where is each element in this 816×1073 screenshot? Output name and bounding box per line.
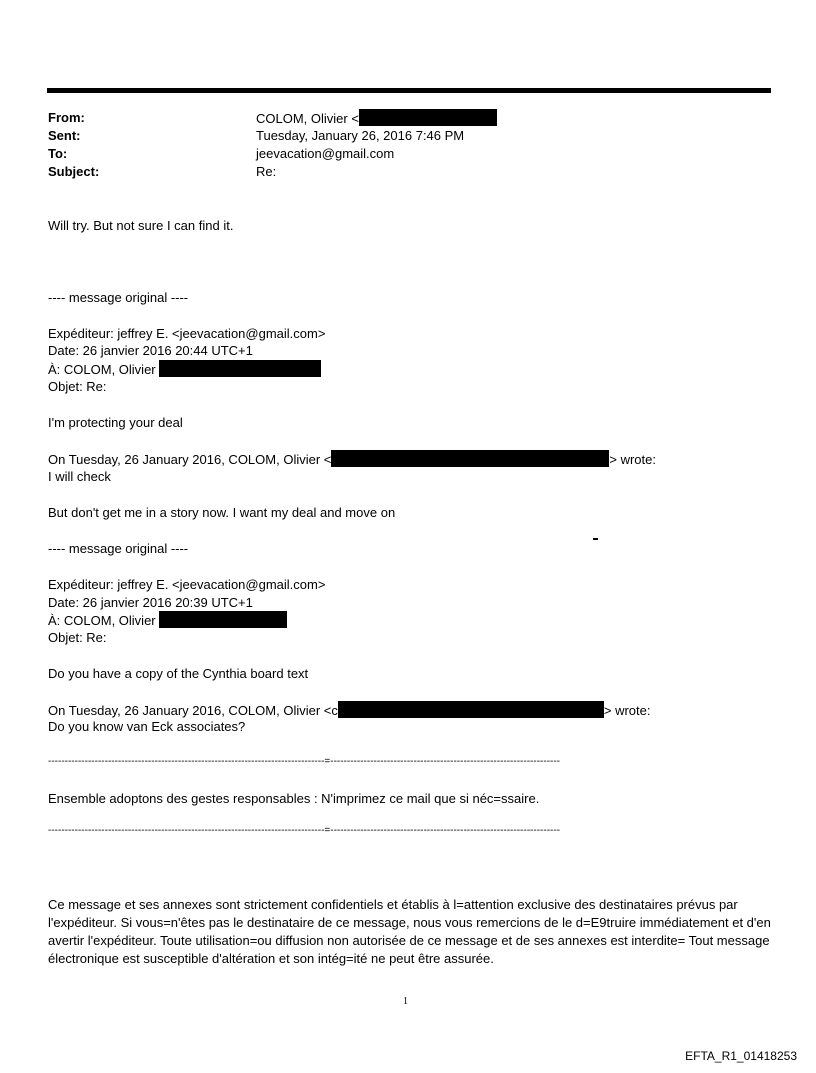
redaction-bar xyxy=(159,360,321,377)
orig2-to xyxy=(48,611,287,629)
redaction-bar xyxy=(159,611,287,628)
quote2-intro xyxy=(48,701,650,719)
redaction-bar xyxy=(338,701,604,718)
orig2-subject: Objet: Re: xyxy=(48,630,107,645)
bates-number: EFTA_R1_01418253 xyxy=(685,1049,797,1063)
separator-line: -----------------------------------------------------------------------------------=--------------------------------------------------------------------- xyxy=(48,756,561,767)
quote1-line2: But don't get me in a story now. I want my deal and move on xyxy=(48,505,396,520)
original-message-marker: ---- message original ---- xyxy=(48,290,189,305)
orig1-date: Date: 26 janvier 2016 20:44 UTC+1 xyxy=(48,343,253,358)
orig2-text: Do you have a copy of the Cynthia board text xyxy=(48,666,309,681)
original-message-marker-2: ---- message original ---- xyxy=(48,541,189,556)
orig1-from: Expéditeur: jeffrey E. <jeevacation@gmail.com> xyxy=(48,326,326,341)
to-label: To: xyxy=(48,146,68,161)
from-value xyxy=(256,109,497,128)
redaction-bar xyxy=(331,450,609,467)
quote1-intro-b: > wrote: xyxy=(609,452,656,467)
orig2-from: Expéditeur: jeffrey E. <jeevacation@gmail.com> xyxy=(48,577,326,592)
quote1-intro xyxy=(48,450,656,468)
orig2-to-text: À: COLOM, Olivier xyxy=(48,613,156,628)
quote1-line1: I will check xyxy=(48,469,111,484)
quote2-line1: Do you know van Eck associates? xyxy=(48,719,246,734)
subject-value: Re: xyxy=(256,164,277,179)
from-name: COLOM, Olivier < xyxy=(256,111,359,126)
quote2-intro-b: > wrote: xyxy=(603,703,651,718)
orig1-subject: Objet: Re: xyxy=(48,379,107,394)
scan-mark xyxy=(593,538,598,540)
subject-label: Subject: xyxy=(48,164,100,179)
orig1-to-text: À: COLOM, Olivier xyxy=(48,362,156,377)
redaction-bar xyxy=(359,109,497,126)
separator-line: -----------------------------------------------------------------------------------=--------------------------------------------------------------------- xyxy=(48,825,561,836)
orig1-to xyxy=(48,360,321,378)
header-rule xyxy=(47,88,771,93)
quote2-intro-a: On Tuesday, 26 January 2016, COLOM, Olivier <c xyxy=(48,703,338,718)
eco-notice: Ensemble adoptons des gestes responsables : N'imprimez ce mail que si néc=ssaire. xyxy=(48,791,540,806)
reply-text: Will try. But not sure I can find it. xyxy=(48,218,234,233)
to-value: jeevacation@gmail.com xyxy=(256,146,395,161)
page-number: 1 xyxy=(403,996,408,1007)
orig1-text: I'm protecting your deal xyxy=(48,415,183,430)
confidentiality-disclaimer: Ce message et ses annexes sont strictement confidentiels et établis à l=attention exclusive des destinataires prévus par l'expéditeur. Si vous=n'êtes pas le destinataire de ce message, nous vous remercions de le d=E9truire immédiatement et d'en avertir l'expéditeur. Toute utilisation=ou diffusion non autorisée de ce message et de ses annexes est interdite= Tout message électronique est susceptible d'altération et son intég=ité ne peut être assurée. xyxy=(48,897,771,966)
sent-label: Sent: xyxy=(48,128,81,143)
quote1-intro-a: On Tuesday, 26 January 2016, COLOM, Olivier < xyxy=(48,452,332,467)
sent-value: Tuesday, January 26, 2016 7:46 PM xyxy=(256,128,465,143)
orig2-date: Date: 26 janvier 2016 20:39 UTC+1 xyxy=(48,595,253,610)
from-label: From: xyxy=(48,110,85,125)
